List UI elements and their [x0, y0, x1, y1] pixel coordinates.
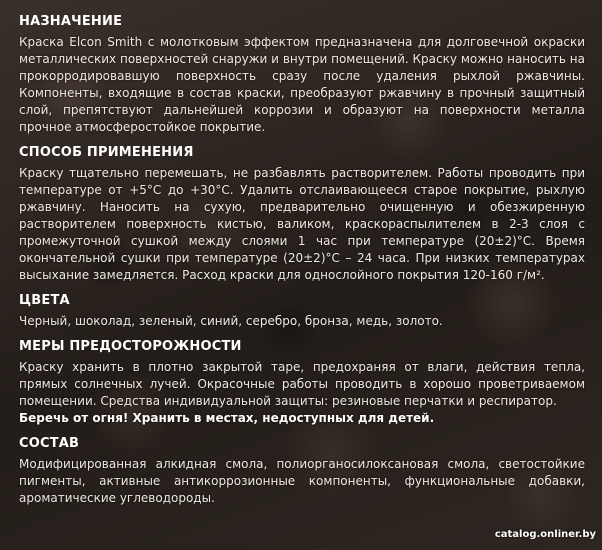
section-text-precautions [19, 359, 585, 427]
section-heading-precautions: МЕРЫ ПРЕДОСТОРОЖНОСТИ [19, 339, 242, 354]
watermark: catalog.onliner.by [494, 529, 596, 540]
section-purpose [19, 14, 585, 136]
section-colors [19, 293, 585, 330]
section-application [19, 145, 585, 284]
section-heading-purpose: НАЗНАЧЕНИЕ [19, 14, 123, 29]
section-text-colors: Черный, шоколад, зеленый, синий, серебро, бронза, медь, золото. [19, 314, 443, 328]
section-text-composition: Модифицированная алкидная смола, полиорганосилоксановая смола, светостойкие пигменты, активные антикоррозионные компоненты, функциональные добавки, ароматические углеводороды. [19, 457, 585, 505]
section-heading-composition: СОСТАВ [19, 436, 80, 451]
section-composition [19, 436, 585, 507]
section-heading-application: СПОСОБ ПРИМЕНЕНИЯ [19, 145, 194, 160]
section-precautions [19, 339, 585, 427]
precautions-warning: Беречь от огня! Хранить в местах, недоступных для детей. [19, 411, 435, 425]
section-text-purpose: Краска Elcon Smith с молотковым эффектом предназначена для долговечной окраски металлических поверхностей снаружи и внутри помещений. Краску можно наносить на прокорродировавшую поверхность сразу после удаления рыхлой ржавчины. Компоненты, входящие в состав краски, преобразуют ржавчину в прочный защитный слой, препятствуют дальнейшей коррозии и образуют на поверхности металла прочное атмосферостойкое покрытие. [19, 35, 585, 134]
precautions-text: Краску хранить в плотно закрытой таре, предохраняя от влаги, действия тепла, прямых солнечных лучей. Окрасочные работы проводить в хорошо проветриваемом помещении. Средства индивидуальной защиты: резиновые перчатки и респиратор. [19, 360, 585, 408]
section-heading-colors: ЦВЕТА [19, 293, 70, 308]
section-text-application: Краску тщательно перемешать, не разбавлять растворителем. Работы проводить при температуре от +5°С до +30°С. Удалить отслаивающееся старое покрытие, рыхлую ржавчину. Наносить на сухую, предварительно очищенную и обезжиренную растворителем поверхность кистью, валиком, краскораспылителем в 2-3 слоя с промежуточной сушкой между слоями 1 час при температуре (20±2)°С. Время окончательной сушки при температуре (20±2)°С – 24 часа. При низких температурах высыхание замедляется. Расход краски для однослойного покрытия 120-160 г/м². [19, 166, 585, 282]
product-description [19, 14, 585, 516]
